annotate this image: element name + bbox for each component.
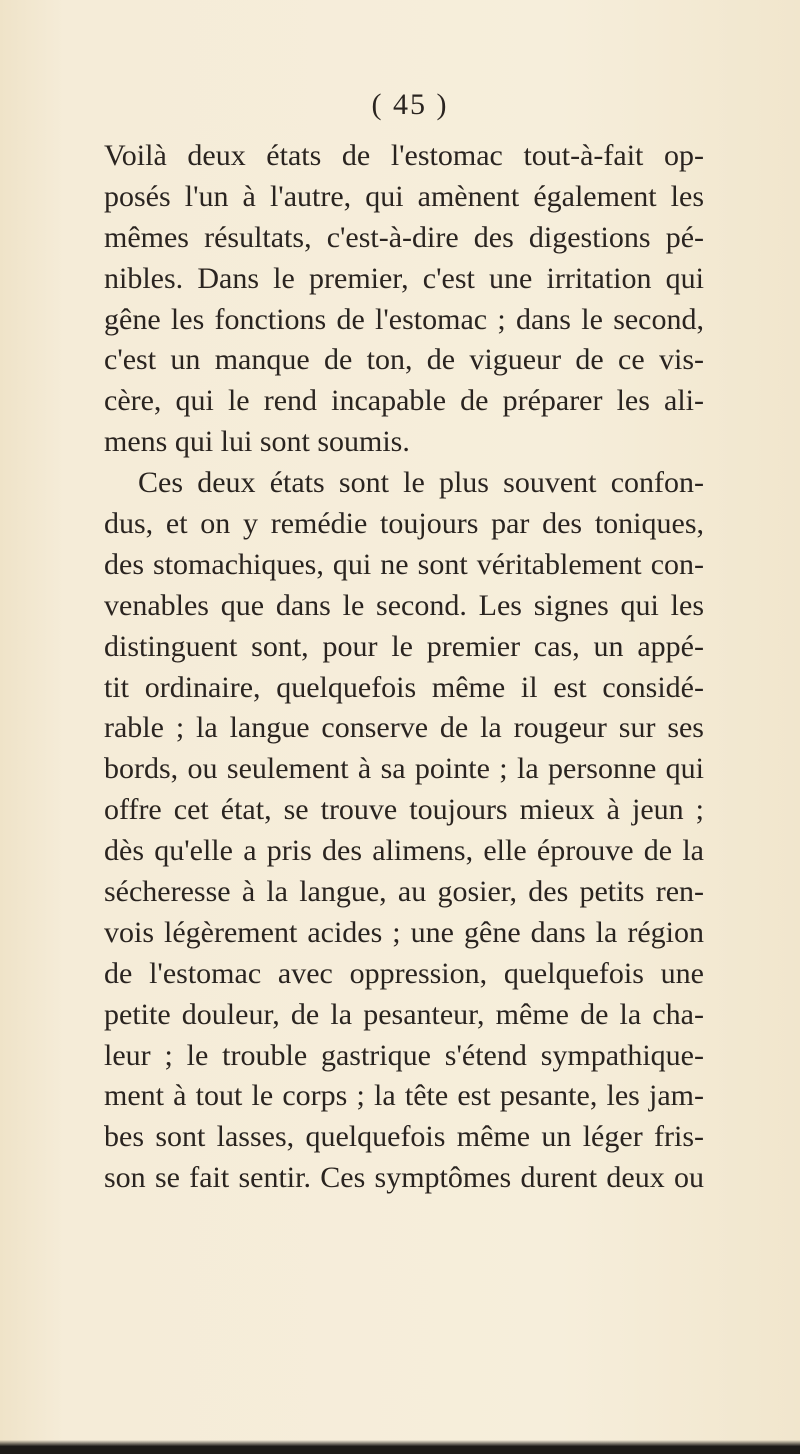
text-line: de l'estomac avec oppression, quelquefois une: [104, 956, 704, 990]
text-line: cère, qui le rend incapable de préparer les ali-: [104, 384, 704, 418]
text-line: bords, ou seulement à sa pointe ; la personne qui: [104, 752, 704, 786]
text-line: venables que dans le second. Les signes qui les: [104, 588, 704, 622]
text-line: distinguent sont, pour le premier cas, un appé-: [104, 629, 704, 663]
text-line: c'est un manque de ton, de vigueur de ce vis-: [104, 343, 704, 377]
text-line: nibles. Dans le premier, c'est une irritation qui: [104, 261, 704, 295]
text-line: dus, et on y remédie toujours par des toniques,: [104, 507, 704, 541]
paragraph-end-line: mens qui lui sont soumis.: [104, 425, 410, 459]
text-line: sécheresse à la langue, au gosier, des petits ren-: [104, 875, 704, 909]
page-bottom-edge: [0, 1440, 800, 1454]
text-line: tit ordinaire, quelquefois même il est considé-: [104, 670, 704, 704]
text-line: des stomachiques, qui ne sont véritablement con-: [104, 547, 704, 581]
text-line: leur ; le trouble gastrique s'étend sympathique-: [104, 1038, 704, 1072]
text-line: gêne les fonctions de l'estomac ; dans le second,: [104, 302, 704, 336]
text-line: offre cet état, se trouve toujours mieux à jeun ;: [104, 793, 704, 827]
text-line: son se fait sentir. Ces symptômes durent deux ou: [104, 1161, 704, 1195]
text-line: rable ; la langue conserve de la rougeur sur ses: [104, 711, 704, 745]
paragraph-start-line: Ces deux états sont le plus souvent confon-: [138, 466, 704, 500]
text-line: posés l'un à l'autre, qui amènent également les: [104, 179, 704, 213]
text-line: dès qu'elle a pris des alimens, elle éprouve de la: [104, 834, 704, 868]
text-line: ment à tout le corps ; la tête est pesante, les jam-: [104, 1079, 704, 1113]
page-number: ( 45 ): [371, 88, 449, 121]
text-line: vois légèrement acides ; une gêne dans la région: [104, 915, 704, 949]
text-line: bes sont lasses, quelquefois même un léger fris-: [104, 1120, 704, 1154]
text-line: petite douleur, de la pesanteur, même de la cha-: [104, 997, 704, 1031]
text-line: Voilà deux états de l'estomac tout-à-fait op-: [104, 139, 704, 172]
body-text: [104, 136, 704, 1199]
text-line: mêmes résultats, c'est-à-dire des digestions pé-: [104, 220, 704, 254]
